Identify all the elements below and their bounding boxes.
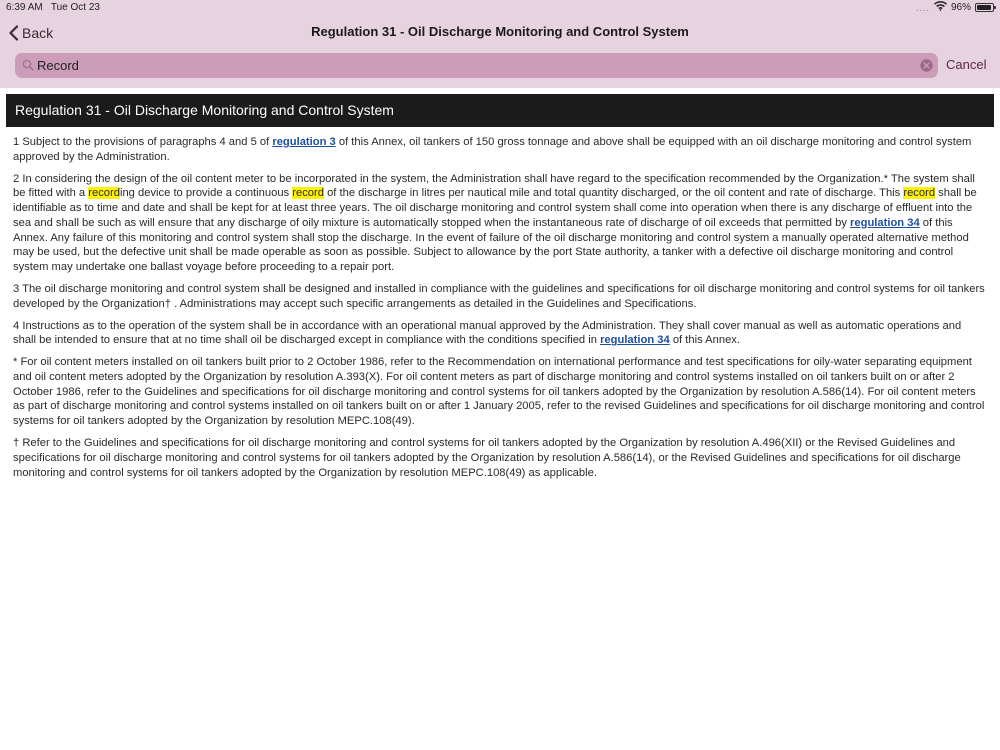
paragraph-1 bbox=[13, 135, 987, 164]
search-input[interactable] bbox=[37, 53, 917, 78]
regulation-34-link[interactable]: regulation 34 bbox=[850, 216, 920, 229]
back-label: Back bbox=[22, 25, 54, 41]
cancel-button[interactable]: Cancel bbox=[946, 57, 987, 72]
section-title: Regulation 31 - Oil Discharge Monitoring and Control System bbox=[15, 102, 394, 118]
back-button[interactable] bbox=[8, 23, 53, 43]
paragraph-2 bbox=[13, 172, 987, 275]
search-highlight: record bbox=[88, 187, 120, 200]
signal-dots: .... bbox=[915, 2, 930, 13]
paragraph-text: of this Annex, oil tankers of 150 gross tonnage and above shall be equipped with an oil discharge monitoring and control system approved by the Administration. bbox=[13, 136, 972, 163]
status-indicators bbox=[916, 1, 994, 14]
battery-percent: 96% bbox=[950, 2, 971, 13]
paragraph-text: of the discharge in litres per nautical mile and total quantity discharged, or the oil content and rate of discharge. This bbox=[323, 187, 904, 200]
paragraph-3: 3 The oil discharge monitoring and control system shall be designed and installed in compliance with the guidelines and specifications for oil discharge monitoring and control systems for oil tankers developed by the Organization† . Administrations may accept such specific arrangements as detailed in the Guidelines and Specifications. bbox=[13, 282, 985, 310]
page-title-container bbox=[0, 24, 1000, 39]
status-time: 6:39 AM bbox=[6, 2, 43, 13]
search-bar bbox=[15, 53, 938, 78]
search-highlight: record bbox=[292, 187, 324, 200]
battery-level bbox=[977, 5, 991, 10]
footnote-asterisk: * For oil content meters installed on oil tankers built prior to 2 October 1986, refer to the Recommendation on international performance and test specifications for oily-water separating equipment and oil content meters adopted by the Organization by resolution A.393(X). For oil content meters as part of discharge monitoring and control systems installed on oil tankers built on or after 2 October 1986, refer to the Guidelines and specifications for oil discharge monitoring and control systems for oil tankers adopted by the Organization by resolution A.586(14). For oil content meters as part of discharge monitoring and control systems installed on oil tankers built on or after 1 January 2005, refer to the revised Guidelines and specifications for oil discharge monitoring and control systems for oil tankers adopted by the Organization by resolution MEPC.108(49). bbox=[13, 356, 985, 428]
wifi-icon bbox=[934, 1, 947, 14]
search-highlight: record bbox=[903, 187, 936, 200]
navigation-bar bbox=[0, 0, 1000, 88]
regulation-3-link[interactable]: regulation 3 bbox=[272, 136, 336, 148]
paragraph-text: 4 Instructions as to the operation of the system shall be in accordance with an operational manual approved by the Administration. They shall cover manual as well as automatic operations and shall be intended to ensure that at no time shall oil be discharged except in compliance with the conditions specified in bbox=[13, 319, 962, 347]
page-title: Regulation 31 - Oil Discharge Monitoring and Control System bbox=[311, 24, 689, 39]
regulation-content bbox=[13, 135, 987, 488]
status-date: Tue Oct 23 bbox=[50, 2, 100, 13]
section-header bbox=[6, 94, 994, 127]
footnote-dagger: † Refer to the Guidelines and specifications for oil discharge monitoring and control systems for oil tankers adopted by the Organization by resolution A.496(XII) or the Revised Guidelines and specifications for oil discharge monitoring and control systems for oil tankers adopted by the Organization by resolution A.586(14), or the Revised Guidelines and specifications for oil discharge monitoring and control systems for oil tankers adopted by the Organization by resolution MEPC.108(49) as applicable. bbox=[13, 437, 961, 479]
clear-icon[interactable] bbox=[920, 59, 933, 72]
battery-icon bbox=[975, 3, 994, 12]
paragraph-4 bbox=[13, 319, 987, 348]
chevron-left-icon bbox=[8, 25, 19, 41]
paragraph-text: 1 Subject to the provisions of paragraphs 4 and 5 of bbox=[13, 136, 273, 148]
search-icon bbox=[22, 59, 34, 71]
paragraph-text: ing device to provide a continuous bbox=[119, 187, 293, 200]
regulation-34-link[interactable]: regulation 34 bbox=[600, 334, 670, 347]
paragraph-text: shall be identifiable as to time and date and shall be kept for at least three years. The oil discharge monitoring and control system shall come into operation when there is any discharge of effluent into the sea and shall be such as will ensure that any discharge of oily mixture is automatically stopped when the instantaneous rate of discharge of oil exceeds that permitted by bbox=[13, 187, 977, 229]
paragraph-text: of this Annex. Any failure of this monitoring and control system shall stop the discharge. In the event of failure of the oil discharge monitoring and control system a manually operated alternative method may be used, but the defective unit shall be made operable as soon as possible. Subject to allowance by the port State authority, a tanker with a defective oil discharge monitoring and control system may undertake one ballast voyage before proceeding to a repair port. bbox=[13, 216, 969, 273]
paragraph-text: 2 In considering the design of the oil content meter to be incorporated in the system, the Administration shall have regard to the specification recommended by the Organization.* The system shall be fitted with a bbox=[13, 172, 975, 200]
status-time-date bbox=[6, 2, 100, 13]
paragraph-text: of this Annex. bbox=[669, 334, 740, 347]
